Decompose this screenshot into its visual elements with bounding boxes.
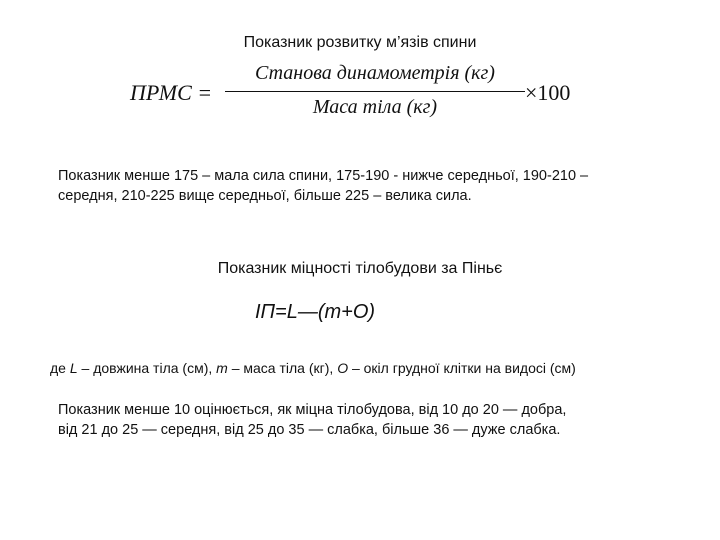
interpretation-line: середня, 210-225 вище середньої, більше 225 – велика сила. (58, 188, 472, 204)
definition-text: – довжина тіла (см), (77, 360, 217, 376)
var-m: m (216, 360, 228, 376)
formula-fraction (225, 62, 525, 119)
var-o: О (337, 360, 349, 376)
interpretation-line: від 21 до 25 — середня, від 25 до 35 — слабка, більше 36 — дуже слабка. (58, 422, 561, 438)
back-strength-interpretation (58, 166, 688, 206)
definition-text: де (50, 360, 70, 376)
var-l: L (69, 360, 78, 376)
fraction-bar (225, 91, 525, 92)
back-strength-formula (130, 62, 590, 124)
body-strength-title: Показник міцності тілобудови за Піньє (217, 260, 503, 277)
back-strength-title: Показник розвитку м’язів спини (243, 34, 477, 51)
formula-multiplier: ×100 (525, 80, 571, 105)
formula-numerator: Станова динамометрія (кг) (255, 62, 495, 84)
formula-lhs: ПРМС = (130, 80, 213, 105)
pignet-formula: ІП=L—(m+O) (255, 301, 376, 323)
pignet-interpretation (58, 400, 698, 440)
pignet-definition (50, 358, 710, 378)
interpretation-line: Показник менше 175 – мала сила спини, 175-190 - нижче середньої, 190-210 – (58, 168, 589, 184)
definition-text: – маса тіла (кг), (227, 360, 338, 376)
formula-denominator: Маса тіла (кг) (312, 96, 438, 118)
definition-text: – окіл грудної клітки на видосі (см) (348, 360, 576, 376)
interpretation-line: Показник менше 10 оцінюється, як міцна тілобудова, від 10 до 20 — добра, (58, 402, 567, 418)
